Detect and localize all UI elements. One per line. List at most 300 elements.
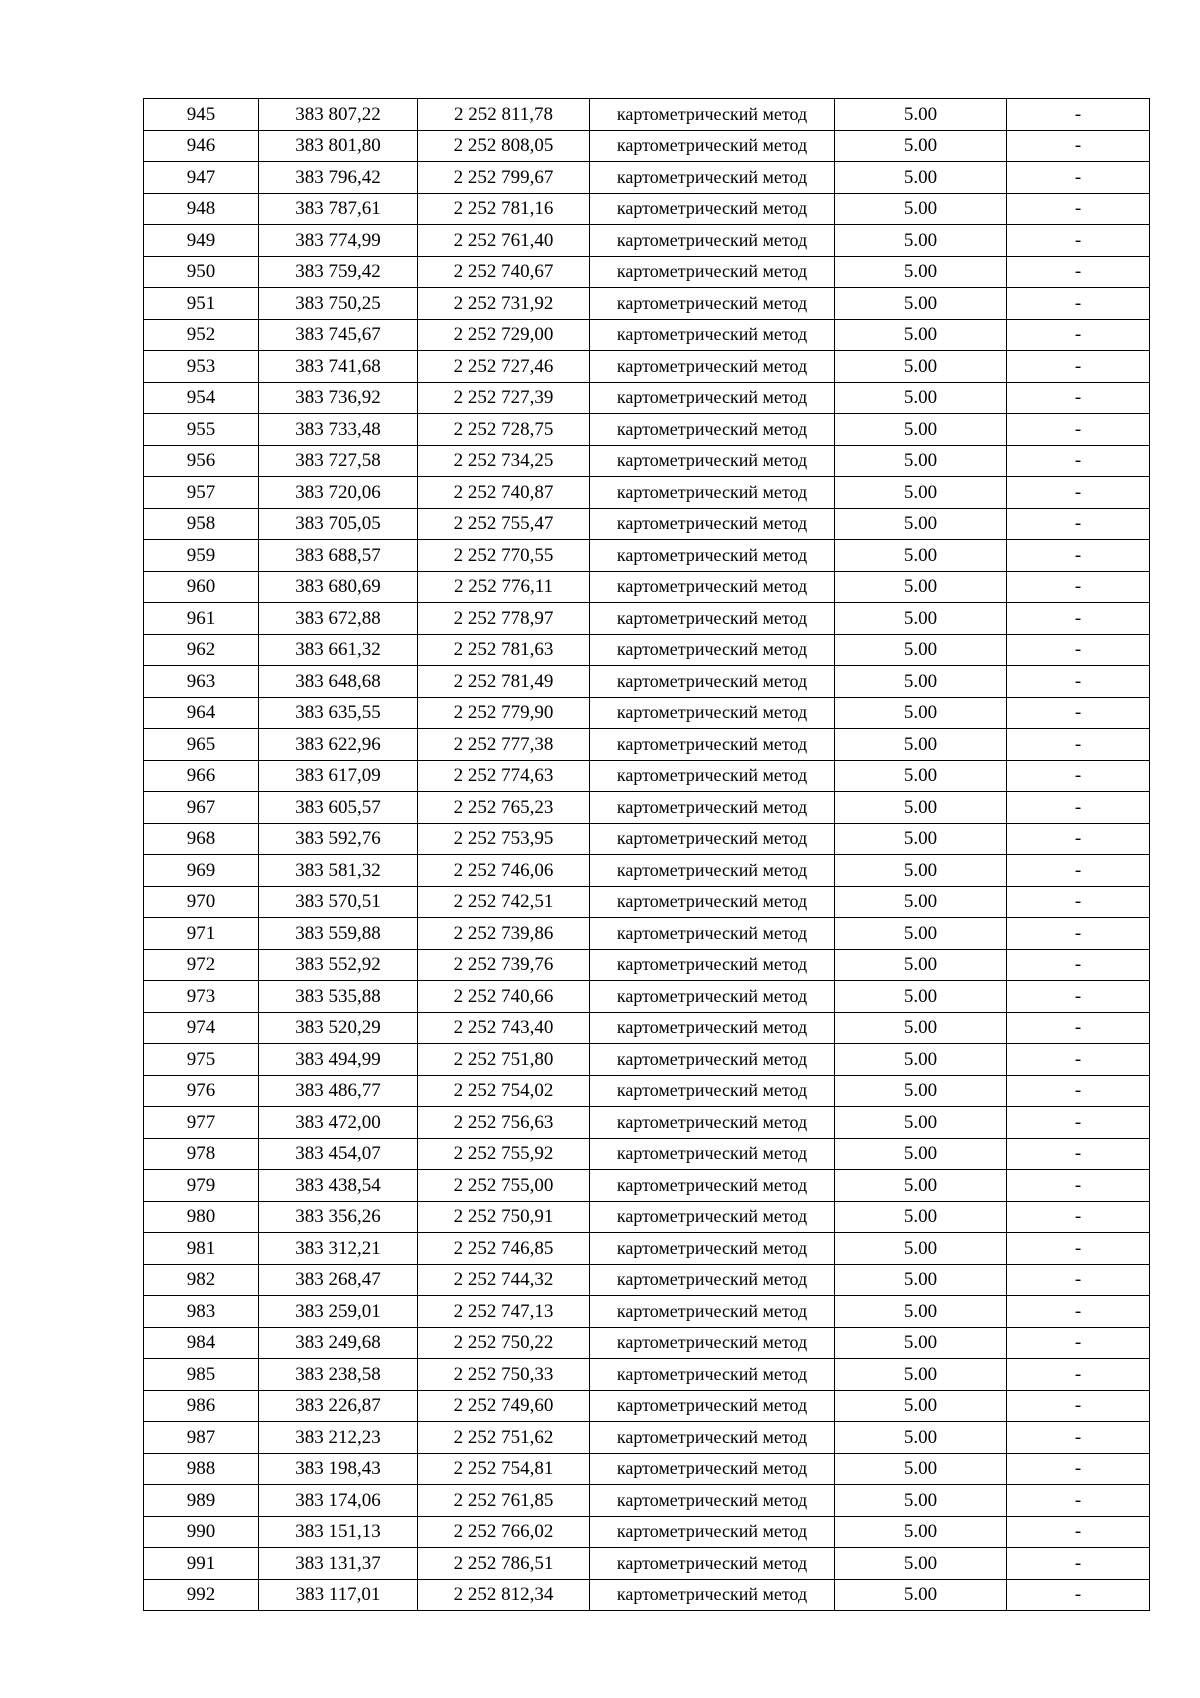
y-coordinate-cell: 2 252 739,86 bbox=[418, 918, 590, 950]
point-number-cell: 981 bbox=[144, 1233, 259, 1265]
accuracy-cell: 5.00 bbox=[835, 1453, 1007, 1485]
y-coordinate-cell: 2 252 761,40 bbox=[418, 225, 590, 257]
x-coordinate-cell: 383 117,01 bbox=[259, 1579, 418, 1611]
description-cell: - bbox=[1007, 1296, 1150, 1328]
description-cell: - bbox=[1007, 1422, 1150, 1454]
table-row bbox=[144, 225, 1150, 257]
accuracy-cell: 5.00 bbox=[835, 981, 1007, 1013]
accuracy-cell: 5.00 bbox=[835, 162, 1007, 194]
x-coordinate-cell: 383 151,13 bbox=[259, 1516, 418, 1548]
table-row bbox=[144, 1548, 1150, 1580]
accuracy-cell: 5.00 bbox=[835, 256, 1007, 288]
table-row bbox=[144, 634, 1150, 666]
accuracy-cell: 5.00 bbox=[835, 1327, 1007, 1359]
y-coordinate-cell: 2 252 755,92 bbox=[418, 1138, 590, 1170]
description-cell: - bbox=[1007, 445, 1150, 477]
x-coordinate-cell: 383 680,69 bbox=[259, 571, 418, 603]
table-row bbox=[144, 760, 1150, 792]
description-cell: - bbox=[1007, 319, 1150, 351]
table-row bbox=[144, 1075, 1150, 1107]
accuracy-cell: 5.00 bbox=[835, 540, 1007, 572]
accuracy-cell: 5.00 bbox=[835, 729, 1007, 761]
x-coordinate-cell: 383 796,42 bbox=[259, 162, 418, 194]
method-cell: картометрический метод bbox=[590, 1107, 835, 1139]
description-cell: - bbox=[1007, 855, 1150, 887]
x-coordinate-cell: 383 801,80 bbox=[259, 130, 418, 162]
table-row bbox=[144, 1359, 1150, 1391]
accuracy-cell: 5.00 bbox=[835, 445, 1007, 477]
table-row bbox=[144, 1170, 1150, 1202]
y-coordinate-cell: 2 252 761,85 bbox=[418, 1485, 590, 1517]
y-coordinate-cell: 2 252 731,92 bbox=[418, 288, 590, 320]
y-coordinate-cell: 2 252 753,95 bbox=[418, 823, 590, 855]
x-coordinate-cell: 383 472,00 bbox=[259, 1107, 418, 1139]
table-row bbox=[144, 1201, 1150, 1233]
point-number-cell: 958 bbox=[144, 508, 259, 540]
method-cell: картометрический метод bbox=[590, 1264, 835, 1296]
y-coordinate-cell: 2 252 749,60 bbox=[418, 1390, 590, 1422]
y-coordinate-cell: 2 252 777,38 bbox=[418, 729, 590, 761]
point-number-cell: 965 bbox=[144, 729, 259, 761]
point-number-cell: 964 bbox=[144, 697, 259, 729]
point-number-cell: 966 bbox=[144, 760, 259, 792]
method-cell: картометрический метод bbox=[590, 823, 835, 855]
table-row bbox=[144, 508, 1150, 540]
accuracy-cell: 5.00 bbox=[835, 130, 1007, 162]
description-cell: - bbox=[1007, 256, 1150, 288]
point-number-cell: 991 bbox=[144, 1548, 259, 1580]
x-coordinate-cell: 383 720,06 bbox=[259, 477, 418, 509]
method-cell: картометрический метод bbox=[590, 886, 835, 918]
accuracy-cell: 5.00 bbox=[835, 508, 1007, 540]
table-row bbox=[144, 1138, 1150, 1170]
point-number-cell: 949 bbox=[144, 225, 259, 257]
x-coordinate-cell: 383 635,55 bbox=[259, 697, 418, 729]
y-coordinate-cell: 2 252 744,32 bbox=[418, 1264, 590, 1296]
y-coordinate-cell: 2 252 727,46 bbox=[418, 351, 590, 383]
point-number-cell: 947 bbox=[144, 162, 259, 194]
accuracy-cell: 5.00 bbox=[835, 918, 1007, 950]
description-cell: - bbox=[1007, 540, 1150, 572]
method-cell: картометрический метод bbox=[590, 256, 835, 288]
method-cell: картометрический метод bbox=[590, 319, 835, 351]
y-coordinate-cell: 2 252 781,49 bbox=[418, 666, 590, 698]
point-number-cell: 974 bbox=[144, 1012, 259, 1044]
y-coordinate-cell: 2 252 755,00 bbox=[418, 1170, 590, 1202]
table-row bbox=[144, 571, 1150, 603]
x-coordinate-cell: 383 520,29 bbox=[259, 1012, 418, 1044]
accuracy-cell: 5.00 bbox=[835, 1579, 1007, 1611]
point-number-cell: 979 bbox=[144, 1170, 259, 1202]
x-coordinate-cell: 383 454,07 bbox=[259, 1138, 418, 1170]
table-row bbox=[144, 288, 1150, 320]
accuracy-cell: 5.00 bbox=[835, 823, 1007, 855]
method-cell: картометрический метод bbox=[590, 193, 835, 225]
point-number-cell: 970 bbox=[144, 886, 259, 918]
table-row bbox=[144, 477, 1150, 509]
x-coordinate-cell: 383 312,21 bbox=[259, 1233, 418, 1265]
accuracy-cell: 5.00 bbox=[835, 319, 1007, 351]
y-coordinate-cell: 2 252 740,67 bbox=[418, 256, 590, 288]
description-cell: - bbox=[1007, 288, 1150, 320]
accuracy-cell: 5.00 bbox=[835, 1138, 1007, 1170]
description-cell: - bbox=[1007, 508, 1150, 540]
accuracy-cell: 5.00 bbox=[835, 1390, 1007, 1422]
table-row bbox=[144, 445, 1150, 477]
description-cell: - bbox=[1007, 162, 1150, 194]
table-row bbox=[144, 729, 1150, 761]
accuracy-cell: 5.00 bbox=[835, 477, 1007, 509]
x-coordinate-cell: 383 622,96 bbox=[259, 729, 418, 761]
point-number-cell: 956 bbox=[144, 445, 259, 477]
point-number-cell: 986 bbox=[144, 1390, 259, 1422]
point-number-cell: 983 bbox=[144, 1296, 259, 1328]
accuracy-cell: 5.00 bbox=[835, 1170, 1007, 1202]
description-cell: - bbox=[1007, 1044, 1150, 1076]
x-coordinate-cell: 383 688,57 bbox=[259, 540, 418, 572]
method-cell: картометрический метод bbox=[590, 162, 835, 194]
table-row bbox=[144, 414, 1150, 446]
description-cell: - bbox=[1007, 571, 1150, 603]
coordinates-table-body bbox=[144, 99, 1150, 1611]
x-coordinate-cell: 383 486,77 bbox=[259, 1075, 418, 1107]
method-cell: картометрический метод bbox=[590, 918, 835, 950]
y-coordinate-cell: 2 252 728,75 bbox=[418, 414, 590, 446]
point-number-cell: 989 bbox=[144, 1485, 259, 1517]
table-row bbox=[144, 382, 1150, 414]
y-coordinate-cell: 2 252 778,97 bbox=[418, 603, 590, 635]
point-number-cell: 988 bbox=[144, 1453, 259, 1485]
accuracy-cell: 5.00 bbox=[835, 697, 1007, 729]
x-coordinate-cell: 383 745,67 bbox=[259, 319, 418, 351]
method-cell: картометрический метод bbox=[590, 1390, 835, 1422]
accuracy-cell: 5.00 bbox=[835, 949, 1007, 981]
description-cell: - bbox=[1007, 1170, 1150, 1202]
method-cell: картометрический метод bbox=[590, 351, 835, 383]
y-coordinate-cell: 2 252 754,81 bbox=[418, 1453, 590, 1485]
method-cell: картометрический метод bbox=[590, 1296, 835, 1328]
y-coordinate-cell: 2 252 781,16 bbox=[418, 193, 590, 225]
y-coordinate-cell: 2 252 751,62 bbox=[418, 1422, 590, 1454]
x-coordinate-cell: 383 535,88 bbox=[259, 981, 418, 1013]
y-coordinate-cell: 2 252 781,63 bbox=[418, 634, 590, 666]
table-row bbox=[144, 1516, 1150, 1548]
description-cell: - bbox=[1007, 634, 1150, 666]
table-row bbox=[144, 1327, 1150, 1359]
method-cell: картометрический метод bbox=[590, 666, 835, 698]
x-coordinate-cell: 383 705,05 bbox=[259, 508, 418, 540]
x-coordinate-cell: 383 212,23 bbox=[259, 1422, 418, 1454]
description-cell: - bbox=[1007, 792, 1150, 824]
method-cell: картометрический метод bbox=[590, 414, 835, 446]
y-coordinate-cell: 2 252 755,47 bbox=[418, 508, 590, 540]
table-row bbox=[144, 792, 1150, 824]
description-cell: - bbox=[1007, 1516, 1150, 1548]
accuracy-cell: 5.00 bbox=[835, 760, 1007, 792]
method-cell: картометрический метод bbox=[590, 949, 835, 981]
description-cell: - bbox=[1007, 886, 1150, 918]
y-coordinate-cell: 2 252 774,63 bbox=[418, 760, 590, 792]
point-number-cell: 984 bbox=[144, 1327, 259, 1359]
point-number-cell: 945 bbox=[144, 99, 259, 131]
x-coordinate-cell: 383 774,99 bbox=[259, 225, 418, 257]
accuracy-cell: 5.00 bbox=[835, 193, 1007, 225]
description-cell: - bbox=[1007, 351, 1150, 383]
method-cell: картометрический метод bbox=[590, 1485, 835, 1517]
y-coordinate-cell: 2 252 765,23 bbox=[418, 792, 590, 824]
accuracy-cell: 5.00 bbox=[835, 382, 1007, 414]
point-number-cell: 946 bbox=[144, 130, 259, 162]
y-coordinate-cell: 2 252 743,40 bbox=[418, 1012, 590, 1044]
method-cell: картометрический метод bbox=[590, 1359, 835, 1391]
table-row bbox=[144, 162, 1150, 194]
description-cell: - bbox=[1007, 1264, 1150, 1296]
point-number-cell: 987 bbox=[144, 1422, 259, 1454]
y-coordinate-cell: 2 252 746,06 bbox=[418, 855, 590, 887]
point-number-cell: 973 bbox=[144, 981, 259, 1013]
description-cell: - bbox=[1007, 193, 1150, 225]
description-cell: - bbox=[1007, 1075, 1150, 1107]
x-coordinate-cell: 383 226,87 bbox=[259, 1390, 418, 1422]
method-cell: картометрический метод bbox=[590, 225, 835, 257]
method-cell: картометрический метод bbox=[590, 603, 835, 635]
x-coordinate-cell: 383 661,32 bbox=[259, 634, 418, 666]
accuracy-cell: 5.00 bbox=[835, 1264, 1007, 1296]
description-cell: - bbox=[1007, 130, 1150, 162]
table-row bbox=[144, 1296, 1150, 1328]
table-row bbox=[144, 1422, 1150, 1454]
description-cell: - bbox=[1007, 666, 1150, 698]
x-coordinate-cell: 383 570,51 bbox=[259, 886, 418, 918]
y-coordinate-cell: 2 252 746,85 bbox=[418, 1233, 590, 1265]
x-coordinate-cell: 383 581,32 bbox=[259, 855, 418, 887]
y-coordinate-cell: 2 252 766,02 bbox=[418, 1516, 590, 1548]
x-coordinate-cell: 383 249,68 bbox=[259, 1327, 418, 1359]
point-number-cell: 952 bbox=[144, 319, 259, 351]
method-cell: картометрический метод bbox=[590, 1233, 835, 1265]
y-coordinate-cell: 2 252 727,39 bbox=[418, 382, 590, 414]
description-cell: - bbox=[1007, 99, 1150, 131]
description-cell: - bbox=[1007, 1201, 1150, 1233]
point-number-cell: 950 bbox=[144, 256, 259, 288]
method-cell: картометрический метод bbox=[590, 508, 835, 540]
y-coordinate-cell: 2 252 786,51 bbox=[418, 1548, 590, 1580]
method-cell: картометрический метод bbox=[590, 1327, 835, 1359]
x-coordinate-cell: 383 268,47 bbox=[259, 1264, 418, 1296]
description-cell: - bbox=[1007, 477, 1150, 509]
table-row bbox=[144, 666, 1150, 698]
table-row bbox=[144, 1107, 1150, 1139]
table-row bbox=[144, 949, 1150, 981]
coordinates-table bbox=[143, 98, 1150, 1611]
description-cell: - bbox=[1007, 1327, 1150, 1359]
method-cell: картометрический метод bbox=[590, 1012, 835, 1044]
y-coordinate-cell: 2 252 756,63 bbox=[418, 1107, 590, 1139]
y-coordinate-cell: 2 252 734,25 bbox=[418, 445, 590, 477]
method-cell: картометрический метод bbox=[590, 571, 835, 603]
x-coordinate-cell: 383 759,42 bbox=[259, 256, 418, 288]
method-cell: картометрический метод bbox=[590, 445, 835, 477]
point-number-cell: 953 bbox=[144, 351, 259, 383]
table-row bbox=[144, 697, 1150, 729]
point-number-cell: 960 bbox=[144, 571, 259, 603]
description-cell: - bbox=[1007, 981, 1150, 1013]
x-coordinate-cell: 383 494,99 bbox=[259, 1044, 418, 1076]
x-coordinate-cell: 383 736,92 bbox=[259, 382, 418, 414]
point-number-cell: 982 bbox=[144, 1264, 259, 1296]
accuracy-cell: 5.00 bbox=[835, 414, 1007, 446]
description-cell: - bbox=[1007, 918, 1150, 950]
point-number-cell: 976 bbox=[144, 1075, 259, 1107]
accuracy-cell: 5.00 bbox=[835, 1296, 1007, 1328]
description-cell: - bbox=[1007, 1548, 1150, 1580]
x-coordinate-cell: 383 741,68 bbox=[259, 351, 418, 383]
point-number-cell: 971 bbox=[144, 918, 259, 950]
description-cell: - bbox=[1007, 1359, 1150, 1391]
point-number-cell: 985 bbox=[144, 1359, 259, 1391]
method-cell: картометрический метод bbox=[590, 1516, 835, 1548]
table-row bbox=[144, 351, 1150, 383]
description-cell: - bbox=[1007, 697, 1150, 729]
y-coordinate-cell: 2 252 740,66 bbox=[418, 981, 590, 1013]
y-coordinate-cell: 2 252 739,76 bbox=[418, 949, 590, 981]
y-coordinate-cell: 2 252 750,22 bbox=[418, 1327, 590, 1359]
table-row bbox=[144, 1390, 1150, 1422]
y-coordinate-cell: 2 252 779,90 bbox=[418, 697, 590, 729]
method-cell: картометрический метод bbox=[590, 792, 835, 824]
x-coordinate-cell: 383 787,61 bbox=[259, 193, 418, 225]
table-row bbox=[144, 823, 1150, 855]
method-cell: картометрический метод bbox=[590, 1138, 835, 1170]
accuracy-cell: 5.00 bbox=[835, 792, 1007, 824]
y-coordinate-cell: 2 252 770,55 bbox=[418, 540, 590, 572]
point-number-cell: 980 bbox=[144, 1201, 259, 1233]
table-row bbox=[144, 855, 1150, 887]
method-cell: картометрический метод bbox=[590, 634, 835, 666]
point-number-cell: 963 bbox=[144, 666, 259, 698]
point-number-cell: 990 bbox=[144, 1516, 259, 1548]
description-cell: - bbox=[1007, 1453, 1150, 1485]
accuracy-cell: 5.00 bbox=[835, 1516, 1007, 1548]
description-cell: - bbox=[1007, 414, 1150, 446]
x-coordinate-cell: 383 438,54 bbox=[259, 1170, 418, 1202]
x-coordinate-cell: 383 552,92 bbox=[259, 949, 418, 981]
accuracy-cell: 5.00 bbox=[835, 1075, 1007, 1107]
table-row bbox=[144, 603, 1150, 635]
accuracy-cell: 5.00 bbox=[835, 886, 1007, 918]
table-row bbox=[144, 1579, 1150, 1611]
accuracy-cell: 5.00 bbox=[835, 1422, 1007, 1454]
x-coordinate-cell: 383 807,22 bbox=[259, 99, 418, 131]
point-number-cell: 977 bbox=[144, 1107, 259, 1139]
y-coordinate-cell: 2 252 812,34 bbox=[418, 1579, 590, 1611]
method-cell: картометрический метод bbox=[590, 1201, 835, 1233]
method-cell: картометрический метод bbox=[590, 1548, 835, 1580]
x-coordinate-cell: 383 559,88 bbox=[259, 918, 418, 950]
accuracy-cell: 5.00 bbox=[835, 634, 1007, 666]
description-cell: - bbox=[1007, 1107, 1150, 1139]
point-number-cell: 969 bbox=[144, 855, 259, 887]
accuracy-cell: 5.00 bbox=[835, 288, 1007, 320]
description-cell: - bbox=[1007, 603, 1150, 635]
y-coordinate-cell: 2 252 754,02 bbox=[418, 1075, 590, 1107]
table-row bbox=[144, 1012, 1150, 1044]
method-cell: картометрический метод bbox=[590, 729, 835, 761]
method-cell: картометрический метод bbox=[590, 697, 835, 729]
description-cell: - bbox=[1007, 1485, 1150, 1517]
point-number-cell: 968 bbox=[144, 823, 259, 855]
x-coordinate-cell: 383 174,06 bbox=[259, 1485, 418, 1517]
point-number-cell: 954 bbox=[144, 382, 259, 414]
x-coordinate-cell: 383 131,37 bbox=[259, 1548, 418, 1580]
table-row bbox=[144, 1485, 1150, 1517]
point-number-cell: 975 bbox=[144, 1044, 259, 1076]
method-cell: картометрический метод bbox=[590, 855, 835, 887]
table-row bbox=[144, 1044, 1150, 1076]
accuracy-cell: 5.00 bbox=[835, 351, 1007, 383]
method-cell: картометрический метод bbox=[590, 382, 835, 414]
method-cell: картометрический метод bbox=[590, 540, 835, 572]
method-cell: картометрический метод bbox=[590, 477, 835, 509]
description-cell: - bbox=[1007, 1579, 1150, 1611]
table-row bbox=[144, 193, 1150, 225]
description-cell: - bbox=[1007, 225, 1150, 257]
y-coordinate-cell: 2 252 751,80 bbox=[418, 1044, 590, 1076]
accuracy-cell: 5.00 bbox=[835, 855, 1007, 887]
x-coordinate-cell: 383 727,58 bbox=[259, 445, 418, 477]
point-number-cell: 951 bbox=[144, 288, 259, 320]
table-row bbox=[144, 540, 1150, 572]
accuracy-cell: 5.00 bbox=[835, 99, 1007, 131]
x-coordinate-cell: 383 605,57 bbox=[259, 792, 418, 824]
table-row bbox=[144, 256, 1150, 288]
description-cell: - bbox=[1007, 1138, 1150, 1170]
method-cell: картометрический метод bbox=[590, 1579, 835, 1611]
x-coordinate-cell: 383 648,68 bbox=[259, 666, 418, 698]
x-coordinate-cell: 383 198,43 bbox=[259, 1453, 418, 1485]
x-coordinate-cell: 383 733,48 bbox=[259, 414, 418, 446]
point-number-cell: 959 bbox=[144, 540, 259, 572]
x-coordinate-cell: 383 750,25 bbox=[259, 288, 418, 320]
method-cell: картометрический метод bbox=[590, 1170, 835, 1202]
description-cell: - bbox=[1007, 1390, 1150, 1422]
y-coordinate-cell: 2 252 799,67 bbox=[418, 162, 590, 194]
point-number-cell: 948 bbox=[144, 193, 259, 225]
y-coordinate-cell: 2 252 729,00 bbox=[418, 319, 590, 351]
x-coordinate-cell: 383 259,01 bbox=[259, 1296, 418, 1328]
point-number-cell: 955 bbox=[144, 414, 259, 446]
method-cell: картометрический метод bbox=[590, 981, 835, 1013]
table-row bbox=[144, 1233, 1150, 1265]
description-cell: - bbox=[1007, 760, 1150, 792]
table-row bbox=[144, 918, 1150, 950]
point-number-cell: 978 bbox=[144, 1138, 259, 1170]
y-coordinate-cell: 2 252 750,91 bbox=[418, 1201, 590, 1233]
y-coordinate-cell: 2 252 776,11 bbox=[418, 571, 590, 603]
method-cell: картометрический метод bbox=[590, 130, 835, 162]
table-row bbox=[144, 130, 1150, 162]
accuracy-cell: 5.00 bbox=[835, 666, 1007, 698]
method-cell: картометрический метод bbox=[590, 99, 835, 131]
description-cell: - bbox=[1007, 1233, 1150, 1265]
table-row bbox=[144, 981, 1150, 1013]
x-coordinate-cell: 383 617,09 bbox=[259, 760, 418, 792]
accuracy-cell: 5.00 bbox=[835, 1548, 1007, 1580]
accuracy-cell: 5.00 bbox=[835, 1012, 1007, 1044]
accuracy-cell: 5.00 bbox=[835, 225, 1007, 257]
accuracy-cell: 5.00 bbox=[835, 1485, 1007, 1517]
description-cell: - bbox=[1007, 382, 1150, 414]
